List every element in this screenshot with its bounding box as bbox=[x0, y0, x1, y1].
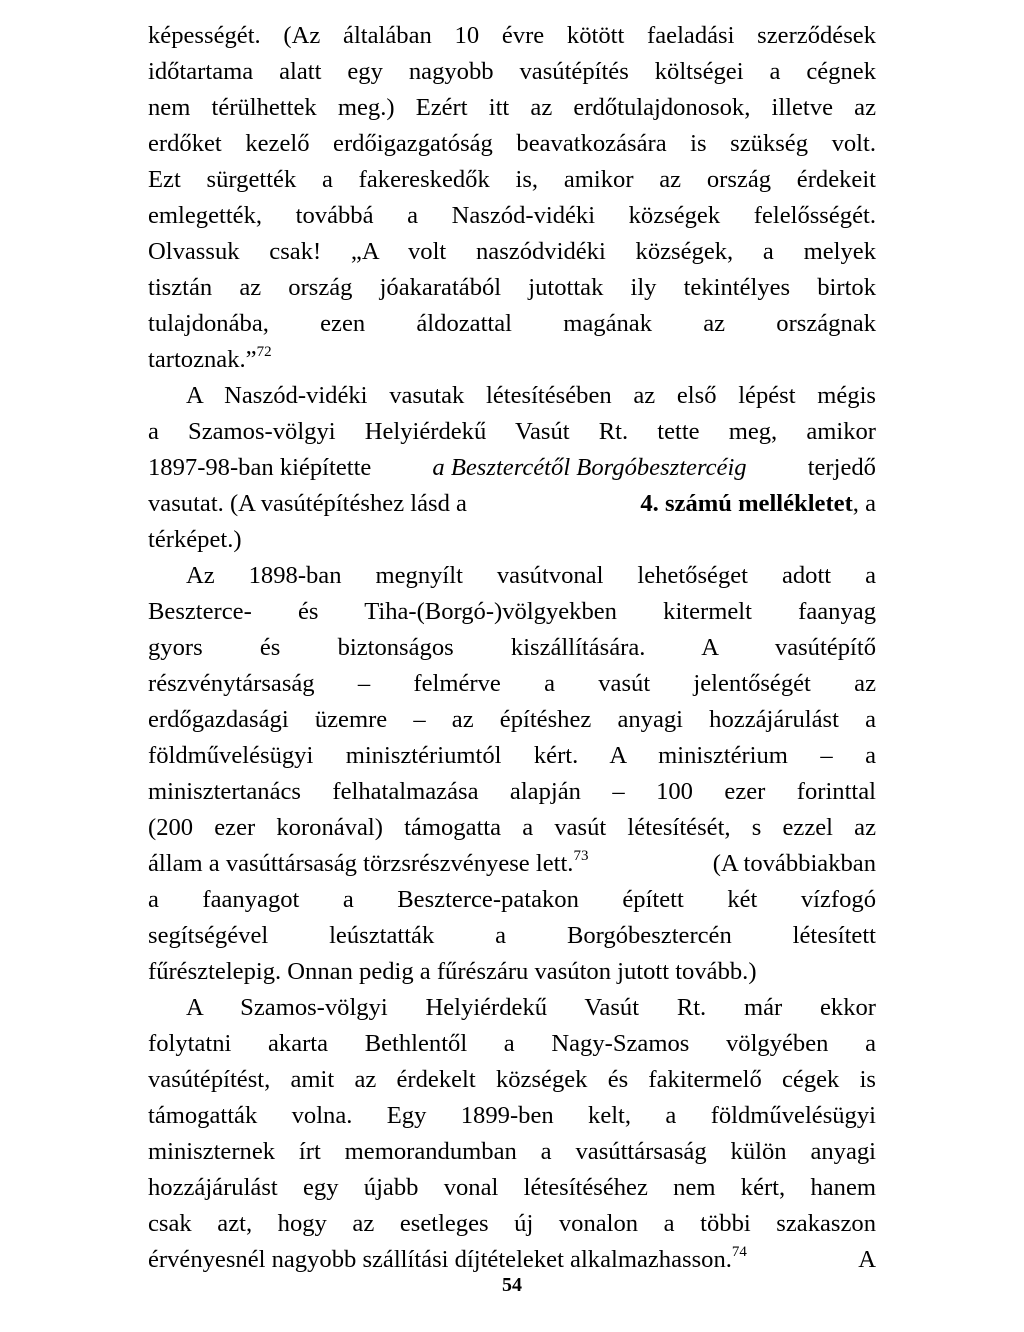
text-line: folytatni akarta Bethlentől a Nagy-Szamos völgyében a bbox=[148, 1030, 876, 1057]
text-line bbox=[148, 846, 876, 882]
text-segment: , a bbox=[852, 490, 876, 517]
text-segment: állam a vasúttársaság törzsrészvényese lett.$^{73}$ bbox=[148, 847, 589, 877]
text-line: Ezt sürgették a fakereskedők is, amikor az ország érdekeit bbox=[148, 166, 876, 193]
page-number: 54 bbox=[502, 1274, 522, 1296]
text-line: nem térülhettek meg.) Ezért itt az erdőtulajdonosok, illetve az bbox=[148, 94, 876, 121]
paragraph-start-line: Az 1898-ban megnyílt vasútvonal lehetőséget adott a bbox=[186, 562, 876, 589]
text-segment: vasutat. (A vasútépítéshez lásd a bbox=[148, 490, 467, 517]
text-line bbox=[148, 486, 876, 522]
text-line bbox=[148, 1242, 876, 1278]
text-segment: tartoznak.” bbox=[148, 346, 257, 373]
text-line: fűrésztelepig. Onnan pedig a fűrészáru vasúton jutott tovább.) bbox=[148, 958, 757, 985]
text-segment bbox=[640, 486, 876, 522]
text-line: képességét. (Az általában 10 évre kötött faeladási szerződések bbox=[148, 22, 876, 49]
paragraph-start-line: A Naszód-vidéki vasutak létesítésében az első lépést mégis bbox=[186, 382, 876, 409]
text-line: hozzájárulást egy újabb vonal létesítéséhez nem kért, hanem bbox=[148, 1174, 876, 1201]
text-line: földművelésügyi minisztériumtól kért. A minisztérium – a bbox=[148, 742, 876, 769]
bold-appendix-reference: 4. számú mellékletet bbox=[640, 490, 853, 517]
text-line: időtartama alatt egy nagyobb vasútépítés költségei a cégnek bbox=[148, 58, 876, 85]
text-segment: 1897-98-ban kiépítette bbox=[148, 454, 372, 481]
text-line: részvénytársaság – felmérve a vasút jelentőségét az bbox=[148, 670, 876, 697]
text-line: emlegették, továbbá a Naszód-vidéki községek felelősségét. bbox=[148, 202, 876, 229]
text-segment: A bbox=[858, 1246, 876, 1273]
text-line: (200 ezer koronával) támogatta a vasút létesítését, s ezzel az bbox=[148, 814, 876, 841]
text-line bbox=[148, 342, 876, 378]
text-line: támogatták volna. Egy 1899-ben kelt, a földművelésügyi bbox=[148, 1102, 876, 1129]
text-line: Olvassuk csak! „A volt naszódvidéki községek, a melyek bbox=[148, 238, 876, 265]
text-line: térképet.) bbox=[148, 526, 242, 553]
footnote-ref-74: 74 bbox=[731, 1243, 747, 1260]
text-line: segítségével leúsztatták a Borgóbesztercén létesített bbox=[148, 922, 876, 949]
text-line: miniszternek írt memorandumban a vasúttársaság külön anyagi bbox=[148, 1138, 876, 1165]
text-line: vasútépítést, amit az érdekelt községek és fakitermelő cégek is bbox=[148, 1066, 876, 1093]
text-line: a faanyagot a Beszterce-patakon épített két vízfogó bbox=[148, 886, 876, 913]
text-line: erdőket kezelő erdőigazgatóság beavatkozására is szükség volt. bbox=[148, 130, 876, 157]
footnote-ref-73: 73 bbox=[573, 847, 589, 864]
footnote-ref-72: 72 bbox=[256, 343, 272, 360]
text-segment: (A továbbiakban bbox=[712, 850, 876, 877]
body-text bbox=[148, 18, 876, 1278]
text-line: tisztán az ország jóakaratából jutottak ily tekintélyes birtok bbox=[148, 274, 876, 301]
paragraph-start-line: A Szamos-völgyi Helyiérdekű Vasút Rt. már ekkor bbox=[186, 994, 876, 1021]
text-line: Beszterce- és Tiha-(Borgó-)völgyekben kitermelt faanyag bbox=[148, 598, 876, 625]
text-line: a Szamos-völgyi Helyiérdekű Vasút Rt. tette meg, amikor bbox=[148, 418, 876, 445]
italic-place-names: a Besztercétől Borgóbesztercéig bbox=[432, 454, 747, 481]
text-line: gyors és biztonságos kiszállítására. A vasútépítő bbox=[148, 634, 876, 661]
text-segment: érvényesnél nagyobb szállítási díjtételeket alkalmazhasson.$^{74}$ bbox=[148, 1243, 747, 1273]
text-line: minisztertanács felhatalmazása alapján – 100 ezer forinttal bbox=[148, 778, 876, 805]
text-line: erdőgazdasági üzemre – az építéshez anyagi hozzájárulást a bbox=[148, 706, 876, 733]
text-line: tulajdonába, ezen áldozattal magának az országnak bbox=[148, 310, 876, 337]
text-line bbox=[148, 450, 876, 486]
text-line: csak azt, hogy az esetleges új vonalon a többi szakaszon bbox=[148, 1210, 876, 1237]
text-segment: terjedő bbox=[807, 454, 876, 481]
